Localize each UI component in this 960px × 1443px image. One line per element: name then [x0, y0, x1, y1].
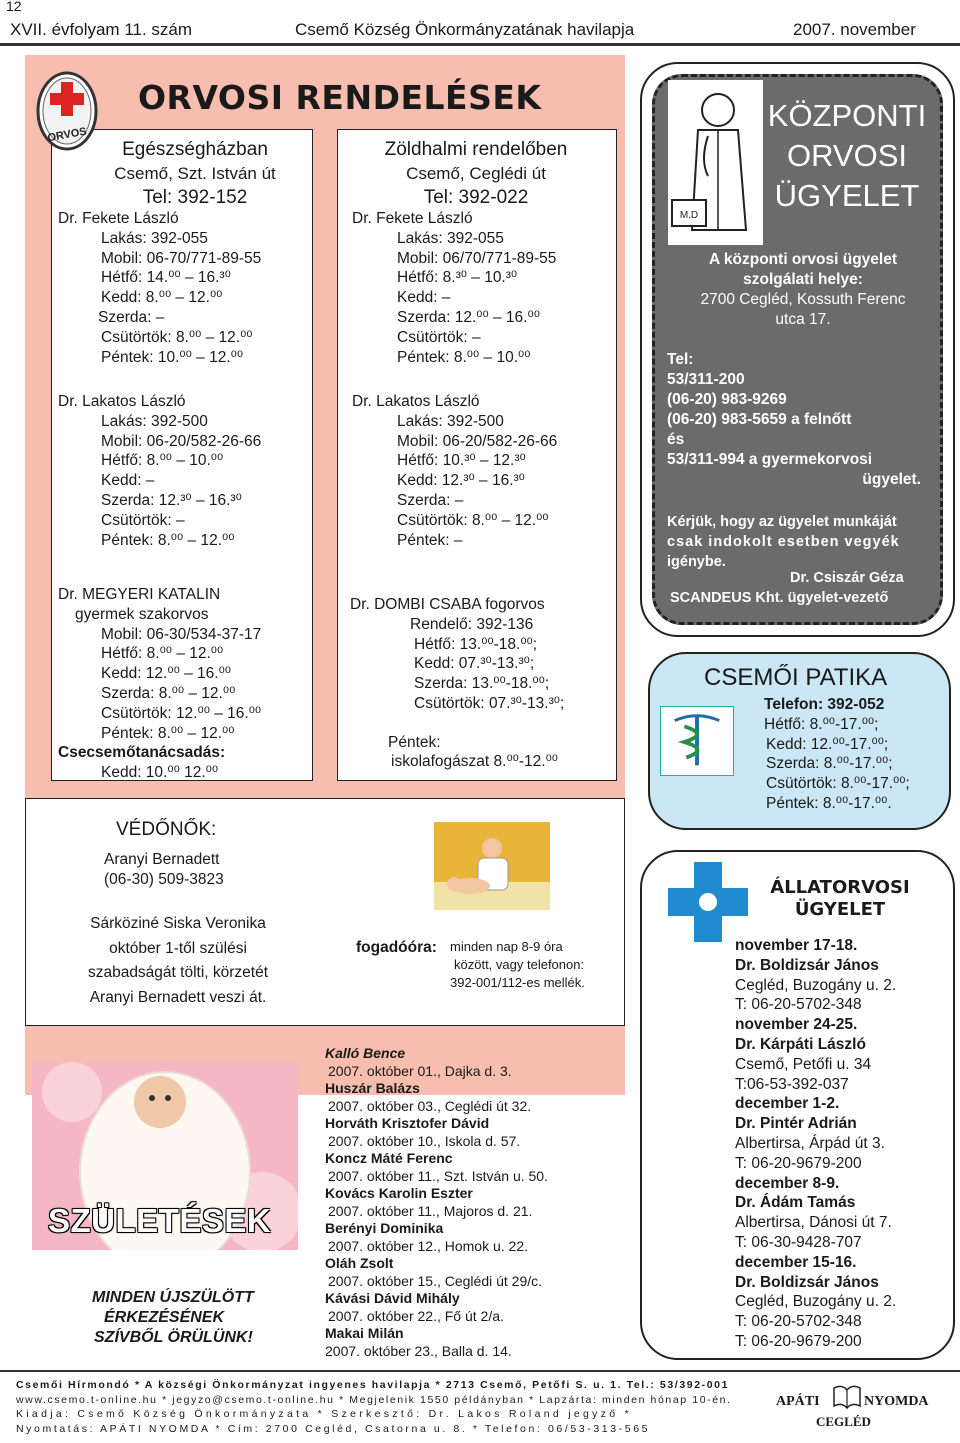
birth-detail: 2007. október 12., Homok u. 22. — [328, 1237, 529, 1254]
births-slogan: MINDEN ÚJSZÜLÖTT ÉRKEZÉSÉNEK SZÍVBŐL ÖRÜLÜNK! — [92, 1289, 254, 1346]
vet-date: november 17-18. — [735, 937, 858, 954]
fogado-label: fogadóóra: — [356, 939, 437, 956]
vet-date: november 24-25. — [735, 1016, 858, 1034]
fogado-hours: minden nap 8-9 óra között, vagy telefonon: 392-001/112-es mellék. — [450, 939, 585, 990]
vet-doctor: Dr. Ádám Tamás — [735, 1194, 856, 1212]
vet-doctor: Dr. Boldizsár János — [735, 956, 879, 974]
book-icon — [832, 1384, 862, 1410]
birth-detail: 2007. október 22., Fő út 2/a. — [328, 1307, 504, 1324]
clinic1-doctor2: Dr. Lakatos László Lakás: 392-500 Mobil: 06-20/582-26-66 Hétfő: 8.⁰⁰ – 10.⁰⁰ Kedd: – Szerda: 12.³⁰ – 16.³⁰ Csütörtök: – Péntek: 8.⁰⁰ – 12.⁰⁰ — [58, 393, 262, 549]
births-title: SZÜLETÉSEK — [48, 1202, 272, 1239]
vet-phone: T: 06-20-9679-200 — [735, 1154, 862, 1172]
pharmacy-title: CSEMŐI PATIKA — [704, 664, 888, 691]
birth-name: Horváth Krisztofer Dávid — [325, 1115, 490, 1131]
clinic2-doctor2: Dr. Lakatos László Lakás: 392-500 Mobil: 06-20/582-26-66 Hétfő: 10.³⁰ – 12.³⁰ Kedd: 12.³⁰ – 16.³⁰ Szerda: – Csütörtök: 8.⁰⁰ – 12.⁰⁰ Péntek: – — [352, 393, 558, 549]
page-number: 12 — [6, 0, 22, 14]
clinic2-doctor1: Dr. Fekete László Lakás: 392-055 Mobil: 06/70/771-89-55 Hétfő: 8.³⁰ – 10.³⁰ Kedd: – Szerda: 12.⁰⁰ – 16.⁰⁰ Csütörtök: – Péntek: 8.⁰⁰ – 10.⁰⁰ — [352, 210, 557, 366]
birth-detail: 2007. október 01., Dajka d. 3. — [328, 1062, 512, 1079]
clinic1-place: Egészségházban Csemő, Szt. István út Tel: 392-152 — [114, 139, 276, 208]
orvos-logo-icon — [36, 70, 98, 152]
birth-detail: 2007. október 03., Ceglédi út 32. — [328, 1097, 532, 1114]
vet-address: Albertirsa, Dánosi út 7. — [735, 1214, 892, 1232]
page-title: ORVOSI RENDELÉSEK — [138, 78, 542, 117]
pharmacy-logo-icon — [660, 706, 734, 776]
birth-detail: 2007. október 10., Iskola d. 57. — [328, 1132, 521, 1149]
birth-detail: 2007. október 11., Majoros d. 21. — [328, 1202, 533, 1219]
doctor-icon — [668, 80, 763, 245]
publication-title: Csemő Község Önkormányzatának havilapja — [295, 20, 635, 39]
central-duty-place: A központi orvosi ügyelet szolgálati helye: — [708, 251, 898, 288]
birth-detail: 2007. október 23., Balla d. 14. — [325, 1342, 512, 1359]
vet-phone: T: 06-30-9428-707 — [735, 1233, 862, 1251]
clinic2-place: Zöldhalmi rendelőben Csemő, Ceglédi út Tel: 392-022 — [384, 139, 568, 208]
footer-divider — [0, 1370, 960, 1372]
birth-name: Huszár Balázs — [325, 1080, 420, 1096]
volume-label: XVII. évfolyam 11. szám — [10, 20, 193, 39]
vet-date: december 8-9. — [735, 1174, 840, 1192]
central-duty-phones: Tel: 53/311-200 (06-20) 983-9269 (06-20) 983-5659 a felnőtt és 53/311-994 a gyermekorvosi ügyelet. — [667, 351, 921, 488]
clinic1-doctor3: Dr. MEGYERI KATALIN gyermek szakorvos Mobil: 06-30/534-37-17 Hétfő: 8.⁰⁰ – 12.⁰⁰ Kedd: 12.⁰⁰ – 16.⁰⁰ Szerda: 8.⁰⁰ – 12.⁰⁰ Csütörtök: 12.⁰⁰ – 16.⁰⁰ Péntek: 8.⁰⁰ – 12.⁰⁰ Csecsemőtanácsadás: Kedd: 10.⁰⁰ 12.⁰⁰ — [58, 586, 262, 782]
birth-name: Kávási Dávid Mihály — [325, 1290, 460, 1306]
doctor-bag-label: M.D — [679, 210, 699, 221]
header-divider — [0, 43, 960, 46]
vedono-title: VÉDŐNŐK: — [116, 819, 217, 840]
vet-duty-list — [735, 936, 896, 1352]
birth-name: Oláh Zsolt — [325, 1255, 394, 1271]
birth-name: Berényi Dominika — [325, 1220, 444, 1236]
vet-phone-extra: T: 06-20-9679-200 — [735, 1332, 862, 1350]
vet-duty-title: ÁLLATORVOSI ÜGYELET — [770, 877, 910, 920]
birth-name: Kovács Karolin Eszter — [325, 1185, 473, 1201]
vet-cross-icon — [668, 862, 748, 942]
vet-address: Cegléd, Buzogány u. 2. — [735, 1293, 897, 1311]
vet-date: december 1-2. — [735, 1095, 840, 1113]
birth-name: Makai Milán — [325, 1325, 404, 1341]
pharmacy-hours: Telefon: 392-052 Hétfő: 8.⁰⁰-17.⁰⁰; Kedd: 12.⁰⁰-17.⁰⁰; Szerda: 8.⁰⁰-17.⁰⁰; Csütörtök: 8.⁰⁰-17.⁰⁰; Péntek: 8.⁰⁰-17.⁰⁰. — [764, 696, 910, 812]
vet-doctor: Dr. Boldizsár János — [735, 1273, 879, 1291]
central-duty-signature: Dr. Csiszár Géza SCANDEUS Kht. ügyelet-vezető — [670, 570, 904, 606]
vet-doctor: Dr. Pintér Adrián — [735, 1115, 857, 1133]
central-duty-title: KÖZPONTI ORVOSI ÜGYELET — [767, 98, 927, 213]
vet-address: Albertirsa, Árpád út 3. — [735, 1134, 885, 1152]
birth-detail: 2007. október 11., Szt. István u. 50. — [328, 1167, 548, 1184]
central-duty-address: 2700 Cegléd, Kossuth Ferenc utca 17. — [700, 291, 906, 328]
vedono-note: Sárköziné Siska Veronika október 1-től szülési szabadságát tölti, körzetét Aranyi Bernadett veszi át. — [87, 915, 269, 1006]
vet-phone: T: 06-20-5702-348 — [735, 996, 862, 1014]
printer-logo: APÁTI NYOMDA CEGLÉD — [770, 1380, 940, 1436]
birth-name: Koncz Máté Ferenc — [325, 1150, 453, 1166]
clinic1-doctor1: Dr. Fekete László Lakás: 392-055 Mobil: 06-70/771-89-55 Hétfő: 14.⁰⁰ – 16.³⁰ Kedd: 8.⁰⁰ – 12.⁰⁰ Szerda: – Csütörtök: 8.⁰⁰ – 12.⁰⁰ Péntek: 10.⁰⁰ – 12.⁰⁰ — [58, 210, 262, 366]
dentist-block: Dr. DOMBI CSABA fogorvos Rendelő: 392-136 Hétfő: 13.⁰⁰-18.⁰⁰; Kedd: 07.³⁰-13.³⁰; Szerda: 13.⁰⁰-18.⁰⁰; Csütörtök: 07.³⁰-13.³⁰; Péntek: iskolafogászat 8.⁰⁰-12.⁰⁰ — [350, 596, 565, 770]
vedono-contact: Aranyi Bernadett (06-30) 509-3823 — [104, 851, 224, 888]
vet-phone: T:06-53-392-037 — [735, 1075, 849, 1093]
central-duty-request: Kérjük, hogy az ügyelet munkáját csak indokolt esetben vegyék igénybe. — [667, 514, 900, 570]
vet-phone: T: 06-20-5702-348 — [735, 1313, 862, 1331]
vet-address: Cegléd, Buzogány u. 2. — [735, 976, 897, 994]
birth-detail: 2007. október 15., Ceglédi út 29/c. — [328, 1272, 543, 1289]
birth-name: Kalló Bence — [325, 1045, 406, 1061]
vet-date: december 15-16. — [735, 1253, 857, 1271]
footer-imprint: Csemői Hírmondó * A községi Önkormányzat ingyenes havilapja * 2713 Csemő, Petőfi S. u. 1. Tel.: 53/392-001 www.csemo.t-online.hu * jegyzo@csemo.t-online.hu * Megjelenik 1550 példányban * Lapzárta: minden hónap 10-én. Kiadja: Csemő Község Önkormányzata * Szerkesztő: Dr. Lakos Roland jegyző * Nyomtatás: APÁTI NYOMDA * Cím: 2700 Cegléd, Csatorna u. 8. * Telefon: 06/53-313-565 — [16, 1379, 732, 1435]
issue-date: 2007. november — [793, 20, 916, 39]
logo-text: ORVOS — [46, 125, 88, 145]
vet-address: Csemő, Petőfi u. 34 — [735, 1055, 872, 1073]
vet-doctor: Dr. Kárpáti László — [735, 1035, 866, 1053]
births-list — [325, 1045, 548, 1360]
baby-doctor-image — [434, 822, 550, 910]
